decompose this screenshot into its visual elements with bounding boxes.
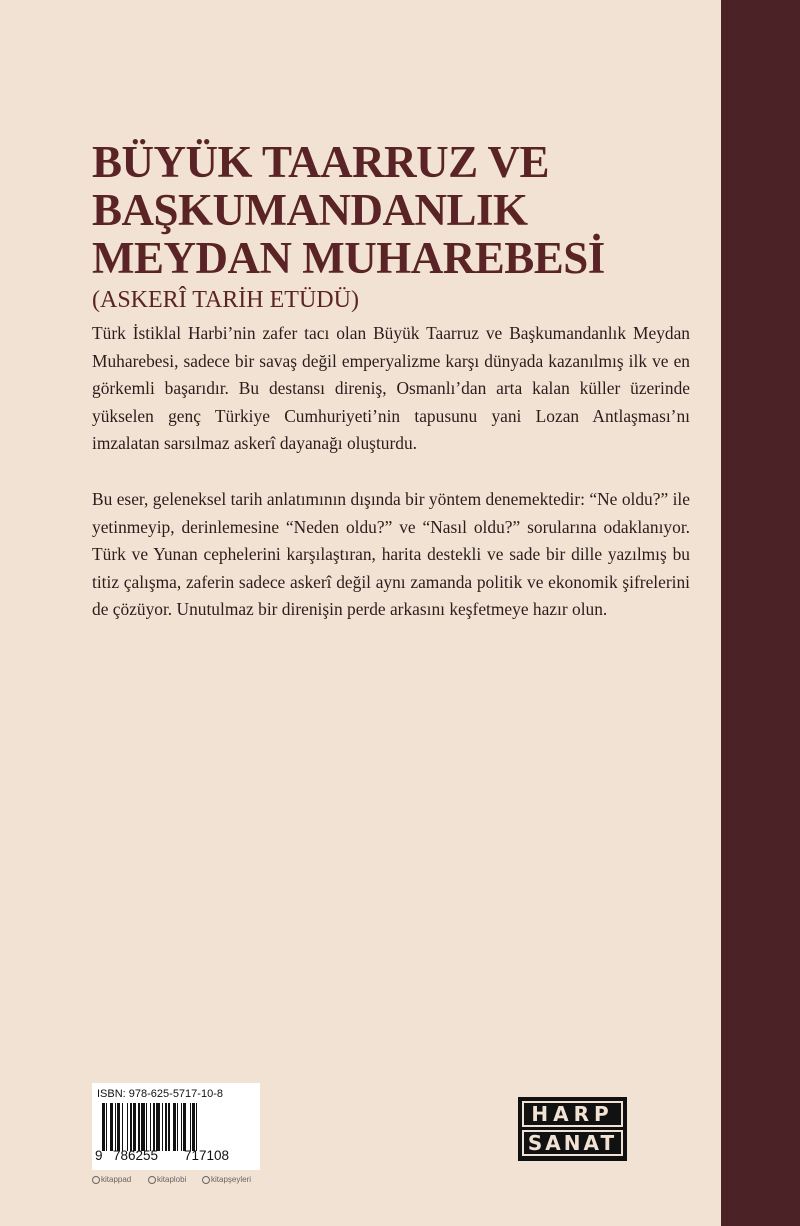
barcode-bar [177,1103,178,1151]
barcode-bar [141,1103,145,1151]
barcode-bar [153,1103,154,1151]
isbn-barcode [92,1083,260,1170]
title-line-3: MEYDAN MUHAREBESİ [92,233,605,283]
blurb-paragraph-1: Türk İstiklal Harbi’nin zafer tacı olan Büyük Taarruz ve Başkumandanlık Meydan Muharebesi, sadece bir savaş değil emperyalizme karşı dünyada kazanılmış ilk ve en görkemli başarıdır. Bu destansı direniş, Osmanlı’dan arta kalan küller üzerinde yükselen genç Türkiye Cumhuriyeti’nin tapusunu yani Lozan Antlaşması’nı imzalatan sarsılmaz askerî dayanağı oluşturdu. [92,323,690,454]
barcode-bar [122,1103,123,1151]
barcode-bar [127,1103,128,1151]
barcode-bar [106,1103,107,1151]
publisher-logo-line-2: SANAT [522,1130,623,1156]
barcode-digit-group-1: 786255 [113,1148,159,1163]
barcode-bar [183,1103,186,1151]
barcode-bar [115,1103,116,1151]
barcode-bar [162,1103,163,1151]
barcode-bars [102,1103,254,1151]
publisher-logo [518,1097,627,1161]
barcode-digit-first: 9 [95,1148,103,1163]
store-name: kitaplobi [157,1175,187,1184]
blurb-paragraph-2: Bu eser, geleneksel tarih anlatımının dışında bir yöntem denemektedir: “Ne oldu?” ile yetinmeyip, derinlemesine “Neden oldu?” ve “Nasıl oldu?” sorularına odaklanıyor. Türk ve Yunan cephelerini karşılaştıran, harita destekli ve sade bir dille yazılmış bu titiz çalışma, zaferin sadece askerî değil aynı zamanda politik ve ekonomik şifrelerini de çözüyor. Unutulmaz bir direnişin perde arkasını keşfetmeye hazır olun. [92,489,690,620]
publisher-logo-line-1: HARP [522,1101,623,1127]
barcode-bar [102,1103,105,1151]
barcode-bar [146,1103,147,1151]
title-line-2: BAŞKUMANDANLIK [92,185,528,235]
barcode-bar [168,1103,169,1151]
store-logo-kitappad [92,1175,131,1184]
book-title [92,138,692,282]
store-mark-icon [202,1176,210,1184]
barcode-bar [196,1103,197,1151]
barcode-bar [138,1103,139,1151]
store-logos [92,1175,292,1189]
barcode-bar [173,1103,176,1151]
barcode-bar [150,1103,151,1151]
barcode-bar [181,1103,182,1151]
barcode-bar [130,1103,133,1151]
store-logo-kitapseyleri [202,1175,251,1184]
barcode-bar [133,1103,136,1151]
store-logo-kitaplobi [148,1175,186,1184]
barcode-bar [110,1103,114,1151]
barcode-bar [192,1103,195,1151]
barcode-bar [190,1103,191,1151]
barcode-digit-group-2: 717108 [184,1148,230,1163]
isbn-label: ISBN: 978-625-5717-10-8 [97,1088,223,1100]
barcode-bar [156,1103,160,1151]
barcode-bar [165,1103,168,1151]
store-name: kitapşeyleri [211,1175,252,1184]
book-subtitle: (ASKERÎ TARİH ETÜDÜ) [92,287,359,313]
barcode-bar [117,1103,120,1151]
title-line-1: BÜYÜK TAARRUZ VE [92,137,550,187]
store-name: kitappad [101,1175,132,1184]
store-mark-icon [92,1176,100,1184]
spine-band [721,0,800,1226]
store-mark-icon [148,1176,156,1184]
